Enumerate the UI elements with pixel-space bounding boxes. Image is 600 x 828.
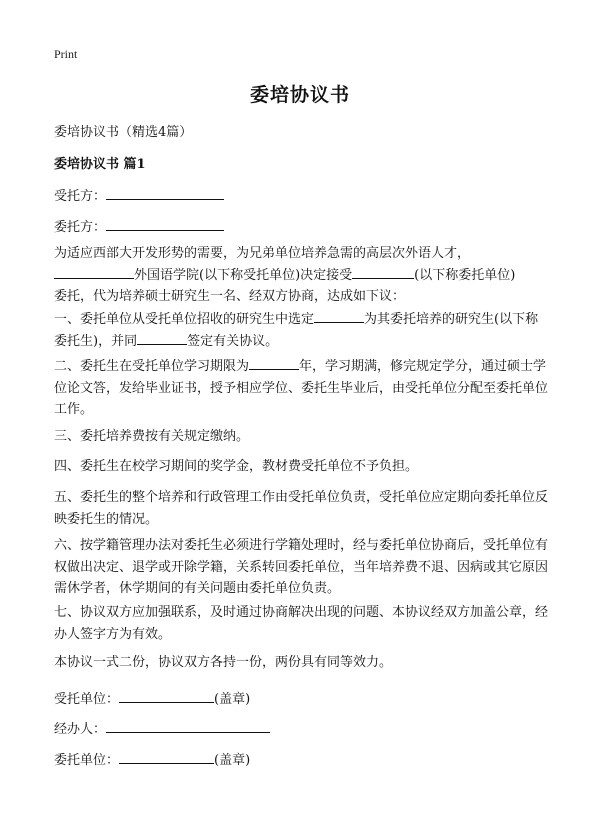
section-heading: 委培协议书 篇1 [54, 157, 146, 172]
clause-3: 三、委托培养费按有关规定缴纳。 [54, 429, 250, 444]
intro-paragraph [54, 243, 548, 308]
trustor-unit-field [54, 749, 250, 768]
clause2-part2: 年，学习期满，修完规定学分，通过硕士学位论文答，发给毕业证书，授予相应学位、委托生毕业后，由受托单位分配至委托单位工作。 [54, 359, 549, 417]
clause-2 [54, 356, 548, 421]
agent-label: 经办人： [54, 722, 107, 737]
intro-trustor-blank [352, 266, 414, 279]
trustor-field [54, 216, 224, 235]
intro-line1: 为适应西部大开发形势的需要，为兄弟单位培养急需的高层次外语人才， [54, 246, 471, 261]
trustee-blank [106, 186, 224, 200]
clause-4: 四、委托生在校学习期间的奖学金，教材费受托单位不予负担。 [54, 459, 419, 474]
trustee-unit-blank [119, 689, 214, 703]
clause-1 [54, 309, 548, 352]
clause1-part3: 签定有关协议。 [187, 333, 279, 349]
clause-6: 六、按学籍管理办法对委托生必须进行学籍处理时，经与委托单位协商后，受托单位有权做出决定、退学或开除学籍，关系转回委托单位，当年培养费不退、因病或其它原因需休学者，休学期间的有关问题由委托单位负责。 [54, 538, 549, 596]
intro-part3: (以下称委托单位) [414, 267, 516, 283]
trustee-unit-label: 受托单位： [54, 692, 120, 707]
clause-5: 五、委托生的整个培养和行政管理工作由受托单位负责，受托单位应定期向委托单位反映委托生的情况。 [54, 490, 549, 527]
trustor-blank [106, 217, 224, 231]
clause1-person-blank [137, 332, 187, 345]
document-subtitle: 委培协议书（精选4篇） [54, 125, 193, 140]
trustor-label: 委托方： [54, 220, 107, 235]
clause1-part2: 为其委托培养的研究生(以下称委托生)，并同 [54, 312, 539, 349]
agent-field [54, 718, 270, 737]
document-title: 委培协议书 [249, 84, 350, 106]
intro-part2: 外国语学院(以下称受托单位)决定接受 [134, 267, 353, 283]
clause2-part1: 二、委托生在受托单位学习期限为 [54, 359, 250, 374]
trustee-field [54, 185, 224, 204]
agent-blank [106, 719, 270, 733]
print-link[interactable]: Print [54, 47, 78, 61]
trustor-unit-label: 委托单位： [54, 753, 120, 768]
clause1-part1: 一、委托单位从受托单位招收的研究生中选定 [54, 312, 315, 327]
clause1-student-blank [314, 310, 364, 323]
clause2-years-blank [249, 357, 299, 370]
intro-line3: 委托，代为培养硕士研究生一名、经双方协商，达成如下议： [54, 289, 406, 304]
trustor-seal-label: (盖章) [214, 753, 251, 768]
trustee-unit-field [54, 688, 250, 707]
clause-7: 七、协议双方应加强联系，及时通过协商解决出现的问题、本协议经双方加盖公章，经办人签字方为有效。 [54, 605, 549, 642]
intro-school-blank [54, 266, 134, 279]
trustor-unit-blank [119, 750, 214, 764]
trustee-label: 受托方： [54, 189, 107, 204]
trustee-seal-label: (盖章) [214, 692, 251, 707]
copies-note: 本协议一式二份，协议双方各持一份，两份具有同等效力。 [54, 655, 393, 670]
